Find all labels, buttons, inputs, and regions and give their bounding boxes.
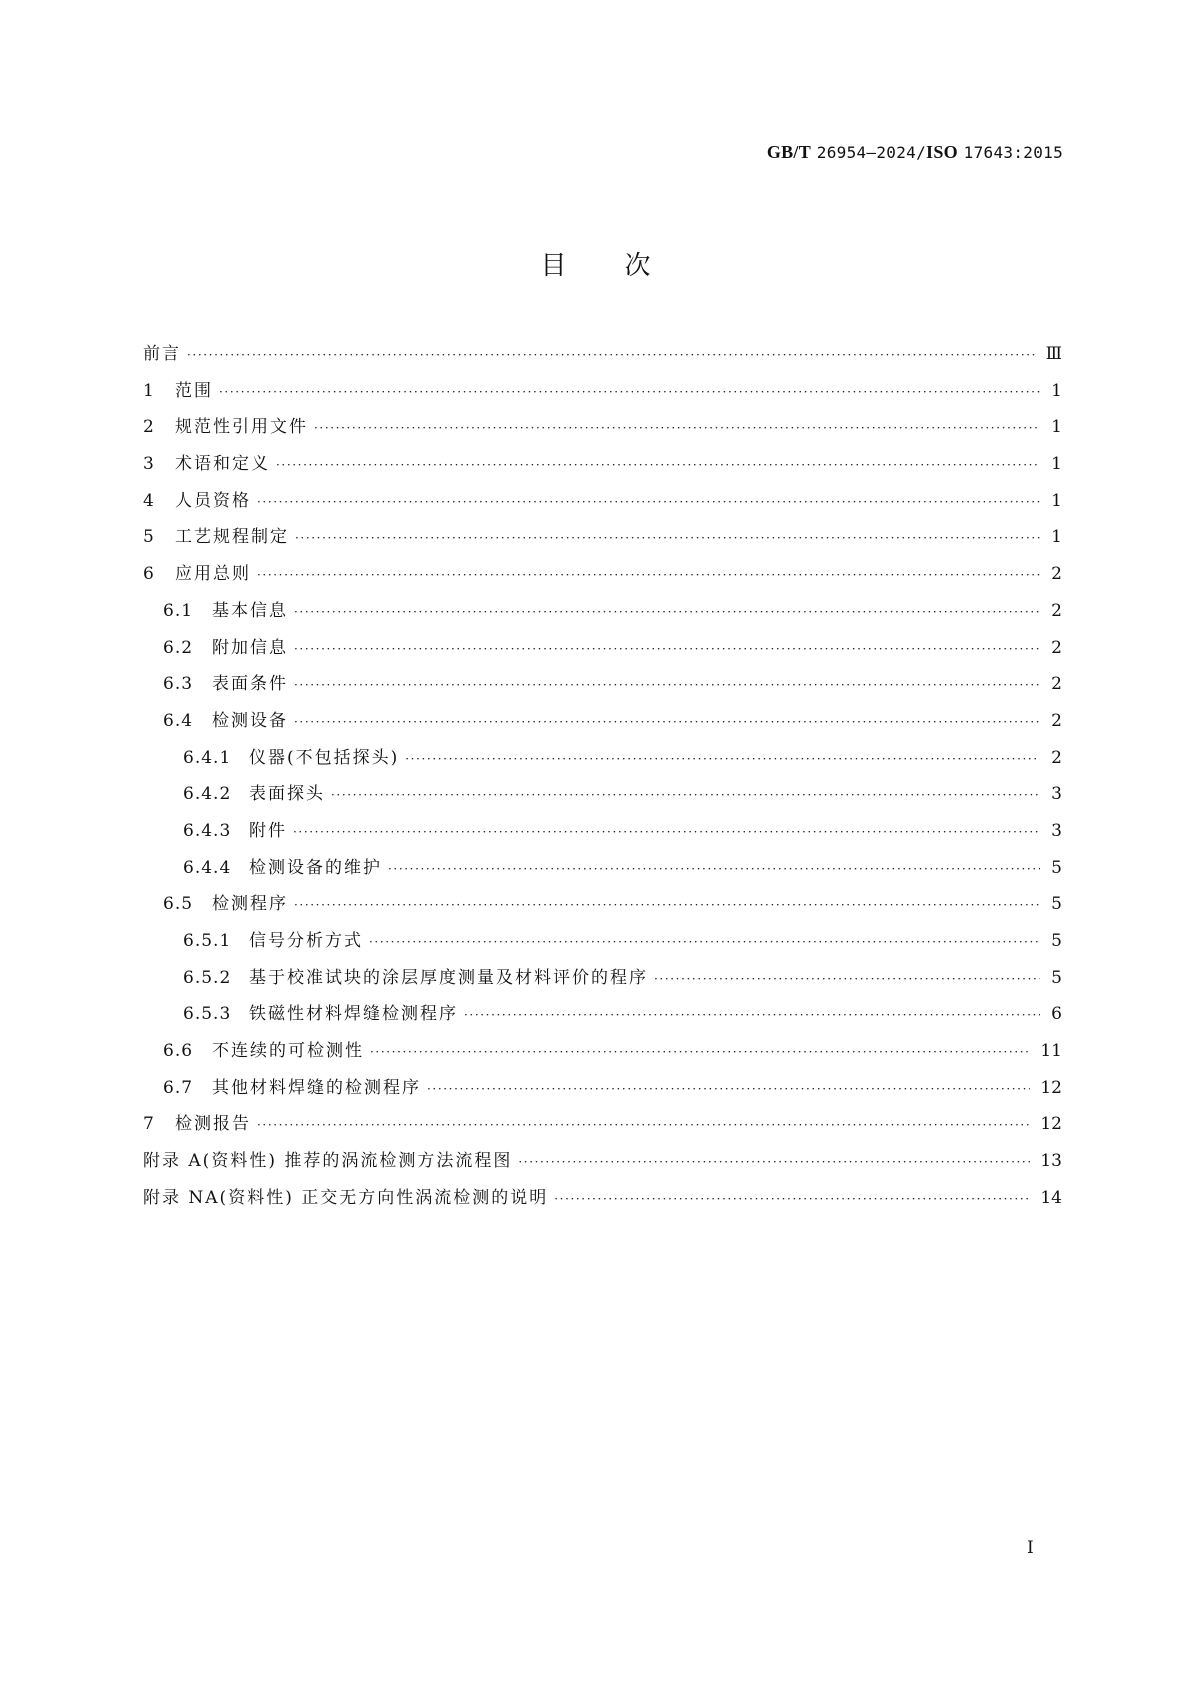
toc-entry-label: 仪器(不包括探头) [249, 747, 400, 768]
dot-leader [370, 1038, 1030, 1066]
dot-leader [369, 928, 1040, 956]
toc-entry-page: 2 [1051, 600, 1062, 621]
toc-entry-page: 5 [1051, 967, 1062, 988]
toc-entry-page: 2 [1051, 674, 1062, 695]
toc-entry-page: 2 [1051, 710, 1062, 731]
page-number: I [1027, 1538, 1034, 1558]
toc-entry-label: 铁磁性材料焊缝检测程序 [249, 1004, 458, 1025]
toc-entry-label: 信号分析方式 [249, 931, 363, 951]
toc-entry-number: 6.5.3 [183, 1004, 232, 1025]
toc-entry-label: 检测设备 [212, 710, 288, 731]
dot-leader [219, 378, 1040, 406]
toc-entry[interactable] [143, 597, 1062, 634]
toc-entry-number: 6.4 [163, 710, 194, 731]
toc-entry-page: 6 [1051, 1004, 1062, 1025]
title-char-2: 次 [624, 251, 651, 281]
dot-leader [314, 414, 1040, 442]
standard-code: 26954—2024/ [816, 143, 927, 162]
toc-entry-label: 应用总则 [175, 564, 251, 585]
toc-entry-label: 表面条件 [212, 674, 288, 695]
iso-prefix: ISO [926, 142, 958, 162]
toc-entry-number: 6 [143, 564, 155, 585]
dot-leader [294, 708, 1040, 736]
table-of-contents [143, 340, 1062, 1221]
toc-entry-label: 附录 A(资料性) 推荐的涡流检测方法流程图 [143, 1151, 513, 1172]
toc-entry-label: 术语和定义 [175, 454, 270, 475]
toc-entry-label: 前言 [143, 344, 181, 364]
toc-entry-page: 13 [1040, 1151, 1062, 1172]
toc-entry-label: 工艺规程制定 [175, 527, 289, 548]
toc-entry[interactable] [143, 340, 1062, 377]
toc-entry[interactable] [143, 707, 1062, 744]
dot-leader [276, 451, 1040, 479]
toc-entry-page: 12 [1040, 1077, 1062, 1098]
dot-leader [464, 1001, 1040, 1029]
dot-leader [294, 891, 1040, 919]
toc-entry-number: 6.4.1 [183, 747, 232, 768]
toc-entry[interactable] [143, 413, 1062, 450]
toc-entry-number: 6.7 [163, 1077, 194, 1098]
toc-entry[interactable] [143, 927, 1062, 964]
standard-prefix: GB/T [766, 142, 812, 162]
toc-entry-page: 5 [1051, 894, 1062, 915]
toc-entry-page: 11 [1040, 1041, 1062, 1062]
toc-entry-label: 附录 NA(资料性) 正交无方向性涡流检测的说明 [143, 1187, 549, 1208]
dot-leader [257, 488, 1040, 516]
toc-entry-number: 1 [143, 380, 155, 401]
toc-entry-page: 2 [1051, 637, 1062, 658]
title-char-1: 目 [540, 251, 567, 281]
toc-entry-label: 基于校准试块的涂层厚度测量及材料评价的程序 [249, 967, 648, 988]
dot-leader [405, 745, 1040, 773]
toc-entry-label: 附件 [249, 820, 287, 841]
toc-entry[interactable] [143, 670, 1062, 707]
toc-entry-page: 3 [1051, 820, 1062, 841]
dot-leader [654, 965, 1040, 993]
toc-entry-page: 1 [1051, 527, 1062, 548]
toc-entry-page: 1 [1051, 380, 1062, 401]
toc-entry[interactable] [143, 744, 1062, 781]
toc-entry-number: 6.2 [163, 637, 194, 658]
toc-entry[interactable] [143, 890, 1062, 927]
toc-entry-number: 2 [143, 417, 155, 438]
toc-entry-page: 1 [1051, 454, 1062, 475]
toc-entry-label: 其他材料焊缝的检测程序 [212, 1077, 421, 1098]
toc-entry-label: 检测设备的维护 [249, 857, 382, 878]
toc-entry[interactable] [143, 817, 1062, 854]
toc-entry-label: 规范性引用文件 [175, 417, 308, 438]
dot-leader [257, 561, 1040, 589]
dot-leader [388, 855, 1040, 883]
toc-entry-label: 附加信息 [212, 637, 288, 658]
toc-entry[interactable] [143, 634, 1062, 671]
toc-entry-number: 6.1 [163, 600, 194, 621]
toc-entry-number: 6.4.2 [183, 784, 232, 805]
toc-entry[interactable] [143, 487, 1062, 524]
toc-entry-page: 1 [1051, 490, 1062, 511]
toc-entry[interactable] [143, 1000, 1062, 1037]
toc-entry-page: 1 [1051, 417, 1062, 438]
toc-entry-number: 6.5 [163, 894, 194, 915]
toc-entry-label: 人员资格 [175, 490, 251, 511]
iso-code: 17643:2015 [963, 143, 1063, 162]
toc-entry[interactable] [143, 377, 1062, 414]
page-title [0, 245, 1191, 282]
toc-entry-number: 3 [143, 454, 155, 475]
toc-entry-label: 范围 [175, 380, 213, 401]
toc-entry-label: 检测程序 [212, 894, 288, 915]
toc-entry-number: 6.5.2 [183, 967, 232, 988]
toc-entry[interactable] [143, 964, 1062, 1001]
toc-entry-page: 3 [1051, 784, 1062, 805]
toc-entry-label: 表面探头 [249, 784, 325, 805]
toc-entry-number: 5 [143, 527, 155, 548]
dot-leader [294, 635, 1040, 663]
toc-entry-page: 14 [1040, 1187, 1062, 1208]
toc-entry-page: 2 [1051, 747, 1062, 768]
toc-entry-number: 6.5.1 [183, 931, 232, 951]
dot-leader [257, 1111, 1030, 1139]
toc-entry-label: 不连续的可检测性 [212, 1041, 364, 1062]
toc-entry-page: 2 [1051, 564, 1062, 585]
dot-leader [187, 341, 1036, 369]
toc-entry-number: 6.4.4 [183, 857, 232, 878]
toc-entry[interactable] [143, 1074, 1062, 1111]
toc-entry-number: 7 [143, 1114, 155, 1135]
toc-entry[interactable] [143, 1184, 1062, 1221]
toc-entry[interactable] [143, 1147, 1062, 1184]
dot-leader [294, 598, 1040, 626]
toc-entry-page: 5 [1051, 931, 1062, 951]
toc-entry-number: 6.3 [163, 674, 194, 695]
dot-leader [294, 671, 1040, 699]
dot-leader [293, 818, 1040, 846]
toc-entry[interactable] [143, 780, 1062, 817]
toc-entry[interactable] [143, 560, 1062, 597]
toc-entry[interactable] [143, 1037, 1062, 1074]
toc-entry-number: 4 [143, 490, 155, 511]
toc-entry[interactable] [143, 1110, 1062, 1147]
dot-leader [554, 1185, 1030, 1213]
dot-leader [427, 1075, 1030, 1103]
dot-leader [331, 781, 1040, 809]
toc-entry-page: Ⅲ [1045, 344, 1062, 364]
document-header [767, 142, 1063, 163]
dot-leader [518, 1148, 1030, 1176]
toc-entry-page: 12 [1040, 1114, 1062, 1135]
toc-entry[interactable] [143, 854, 1062, 891]
toc-entry-page: 5 [1051, 857, 1062, 878]
toc-entry-number: 6.6 [163, 1041, 194, 1062]
toc-entry[interactable] [143, 450, 1062, 487]
toc-entry-label: 基本信息 [212, 600, 288, 621]
toc-entry-number: 6.4.3 [183, 820, 232, 841]
dot-leader [295, 524, 1040, 552]
toc-entry[interactable] [143, 523, 1062, 560]
toc-entry-label: 检测报告 [175, 1114, 251, 1135]
